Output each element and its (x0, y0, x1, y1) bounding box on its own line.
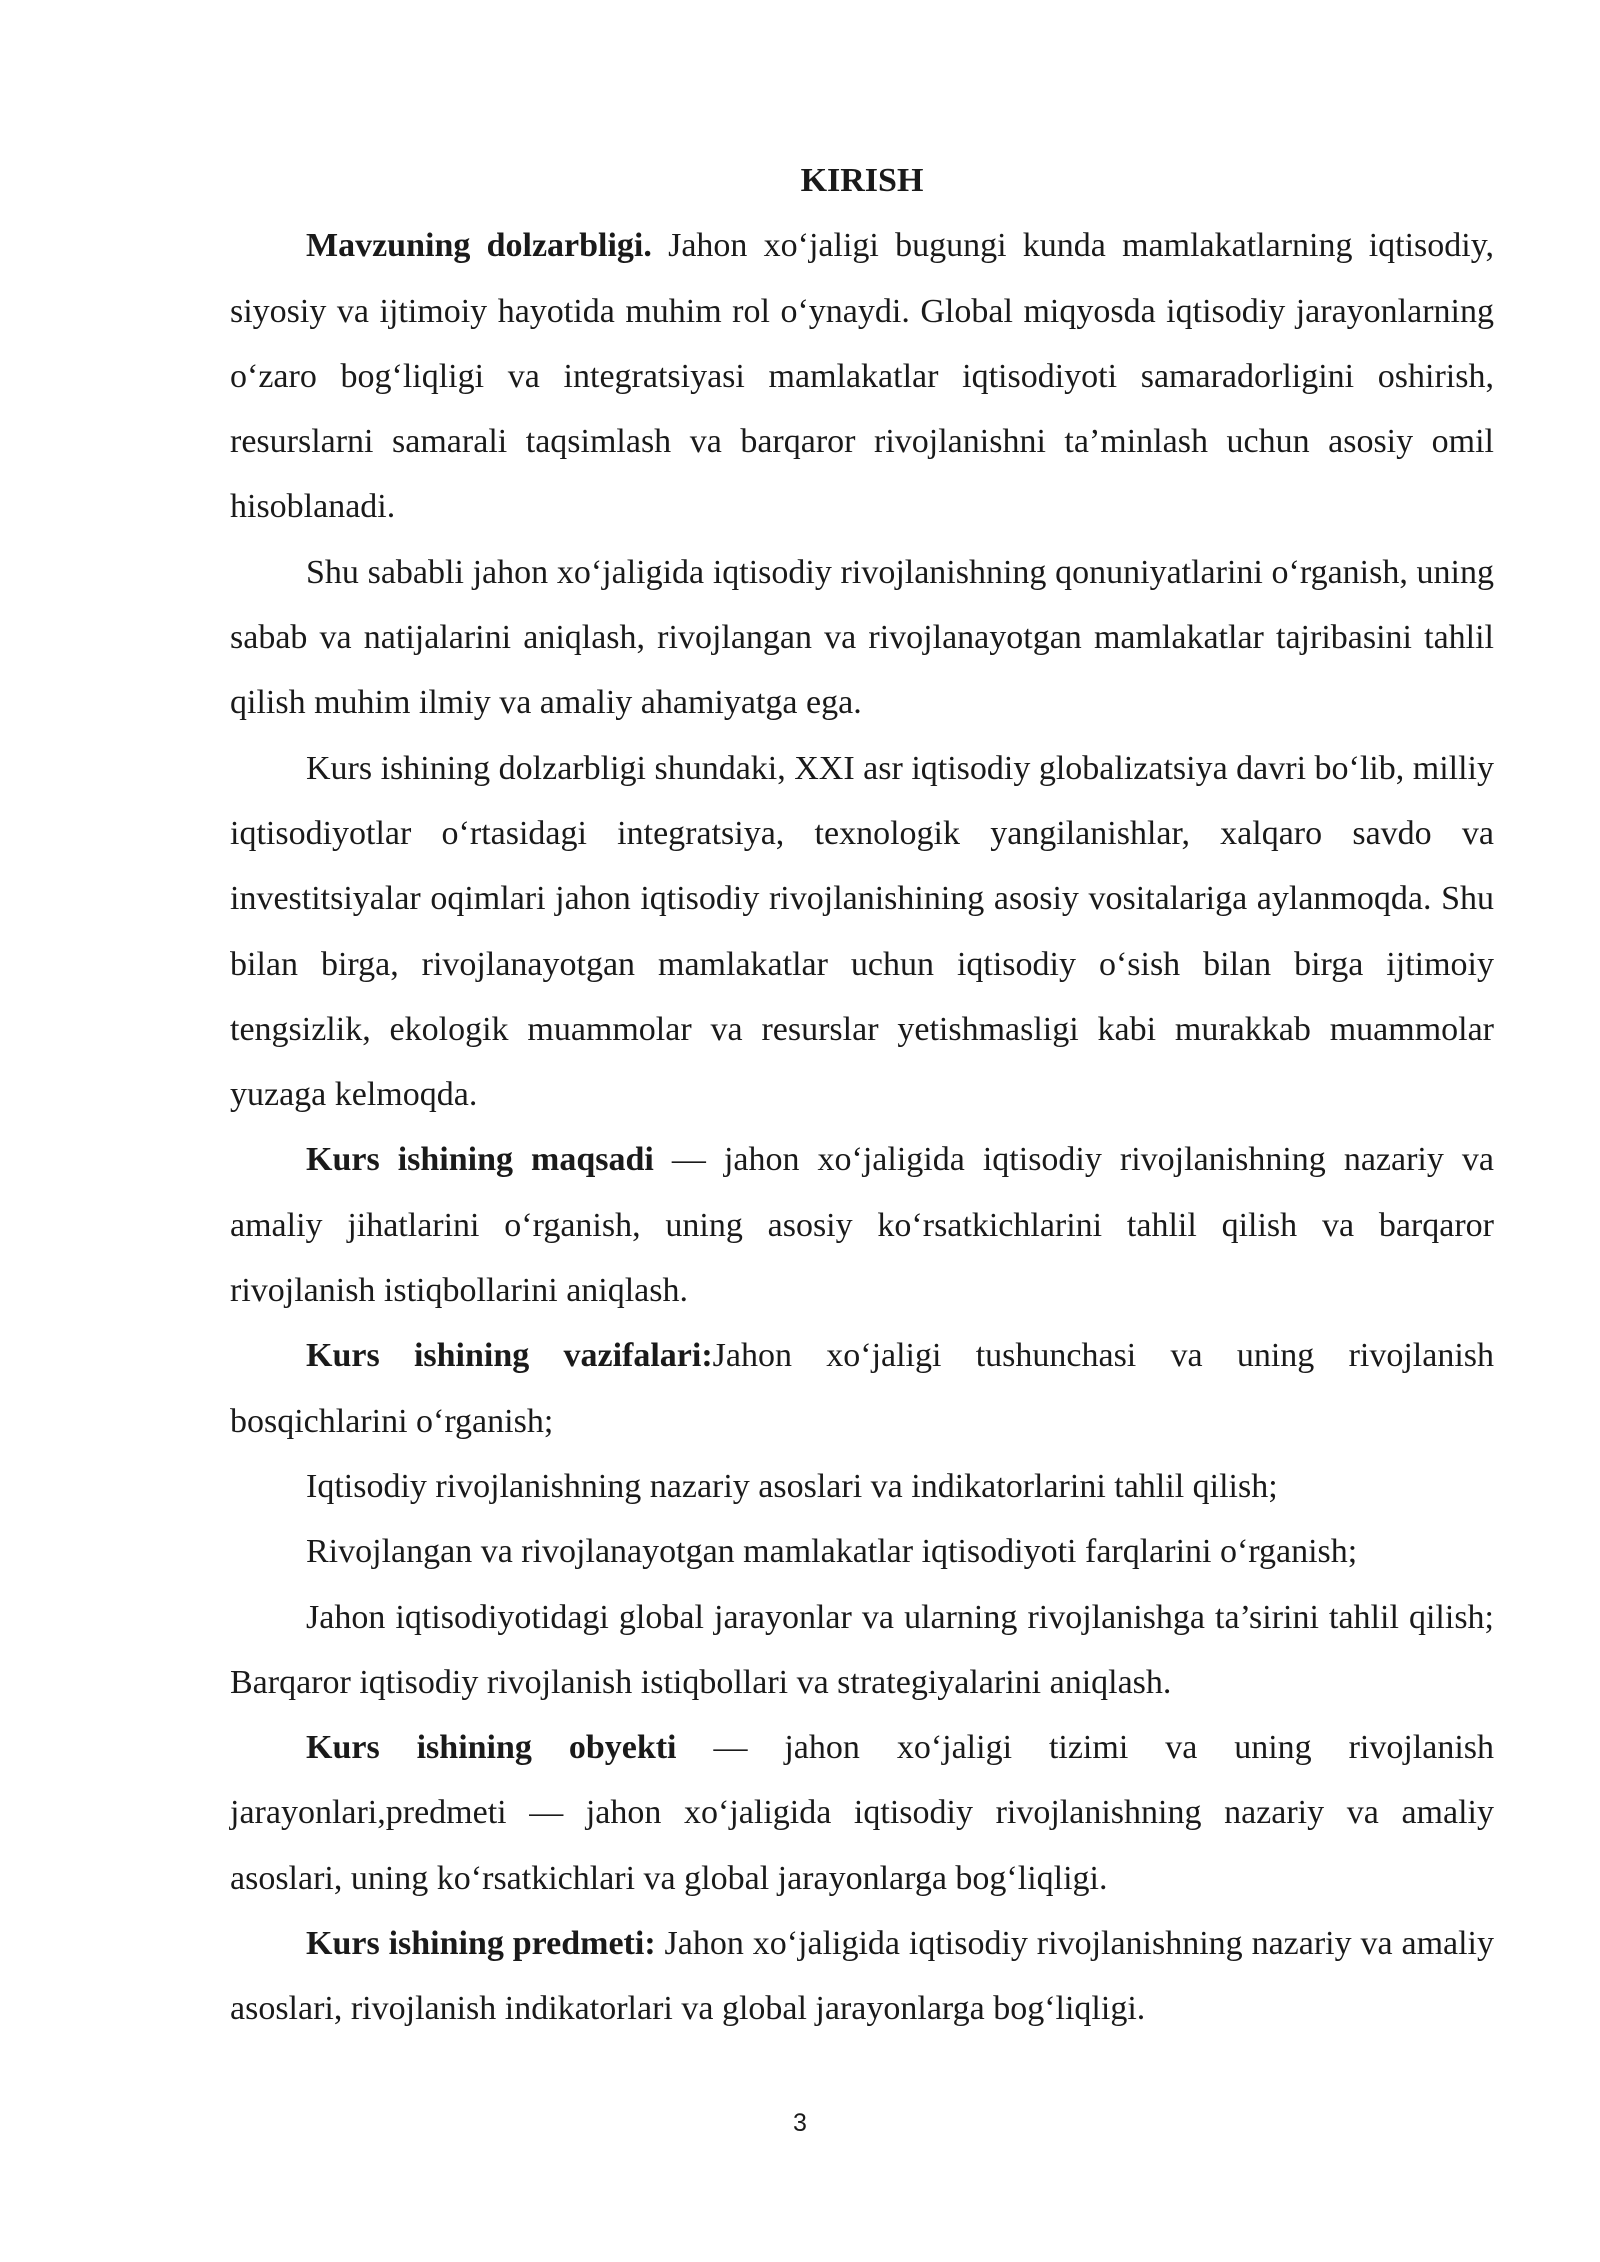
paragraph-text: — jahon xo‘jaligida iqtisodiy rivojlanishning nazariy va amaliy jihatlarini o‘rganish, uning asosiy ko‘rsatkichlarini tahlil qilish va barqaror rivojlanish istiqbollarini aniqlash. (230, 1141, 1494, 1310)
paragraph-text: Kurs ishining dolzarbligi shundaki, XXI asr iqtisodiy globalizatsiya davri bo‘lib, milliy iqtisodiyotlar o‘rtasidagi integratsiya, texnologik yangilanishlar, xalqaro savdo va investitsiyalar oqimlari jahon iqtisodiy rivojlanishining asosiy vositalariga aylanmoqda. Shu bilan birga, rivojlanayotgan mamlakatlar uchun iqtisodiy o‘sish bilan birga ijtimoiy tengsizlik, ekologik muammolar va resurslar yetishmasligi kabi murakkab muammolar yuzaga kelmoqda. (230, 749, 1494, 1114)
paragraph-text: Shu sababli jahon xo‘jaligida iqtisodiy rivojlanishning qonuniyatlarini o‘rganish, uning sabab va natijalarini aniqlash, rivojlangan va rivojlanayotgan mamlakatlar tajribasini tahlil qilish muhim ilmiy va amaliy ahamiyatga ega. (230, 553, 1494, 722)
paragraph-relevance (230, 213, 1494, 539)
paragraph-text: — jahon xo‘jaligi tizimi va uning rivojlanish jarayonlari,predmeti — jahon xo‘jaligida iqtisodiy rivojlanishning nazariy va amaliy asoslari, uning ko‘rsatkichlari va global jarayonlarga bog‘liqligi. (230, 1729, 1495, 1897)
paragraph-text: Jahon iqtisodiyotidagi global jarayonlar va ularning rivojlanishga ta’sirini tahlil qilish; Barqaror iqtisodiy rivojlanish istiqbollari va strategiyalarini aniqlash. (230, 1598, 1494, 1701)
paragraph-goal (230, 1127, 1494, 1323)
paragraph-text: Rivojlangan va rivojlanayotgan mamlakatlar iqtisodiyoti farqlarini o‘rganish; (306, 1533, 1358, 1571)
paragraph-lead: Kurs ishining vazifalari: (306, 1337, 713, 1375)
paragraph-text: Jahon xo‘jaligi bugungi kunda mamlakatlarning iqtisodiy, siyosiy va ijtimoiy hayotida muhim rol o‘ynaydi. Global miqyosda iqtisodiy jarayonlarning o‘zaro bog‘liqligi va integratsiyasi mamlakatlar iqtisodiyoti samaradorligini oshirish, resurslarni samarali taqsimlash va barqaror rivojlanishni ta’minlash uchun asosiy omil hisoblanadi. (230, 227, 1494, 526)
paragraph-task-3 (230, 1519, 1494, 1584)
paragraph-tasks (230, 1323, 1494, 1454)
section-heading: KIRISH (800, 162, 924, 199)
paragraph-text: Iqtisodiy rivojlanishning nazariy asoslari va indikatorlarini tahlil qilish; (306, 1467, 1278, 1505)
paragraph-lead: Mavzuning dolzarbligi. (306, 227, 652, 265)
paragraph-task-4 (230, 1585, 1494, 1716)
paragraph-lead: Kurs ishining obyekti (306, 1729, 677, 1767)
paragraph-lead: Kurs ishining maqsadi (306, 1141, 654, 1179)
paragraph-text: Jahon xo‘jaligi tushunchasi va uning rivojlanish bosqichlarini o‘rganish; (230, 1337, 1495, 1440)
paragraph-text: Jahon xo‘jaligida iqtisodiy rivojlanishning nazariy va amaliy asoslari, rivojlanish indikatorlari va global jarayonlarga bog‘liqligi. (230, 1925, 1494, 2028)
paragraph-course-relevance (230, 736, 1494, 1128)
paragraph-task-2 (230, 1454, 1494, 1519)
page-number: 3 (793, 2109, 807, 2137)
paragraph-lead: Kurs ishining predmeti: (306, 1925, 656, 1963)
paragraph-study-reason (230, 540, 1494, 736)
page-content (230, 148, 1494, 2042)
paragraph-object (230, 1715, 1494, 1911)
paragraph-subject (230, 1911, 1494, 2042)
